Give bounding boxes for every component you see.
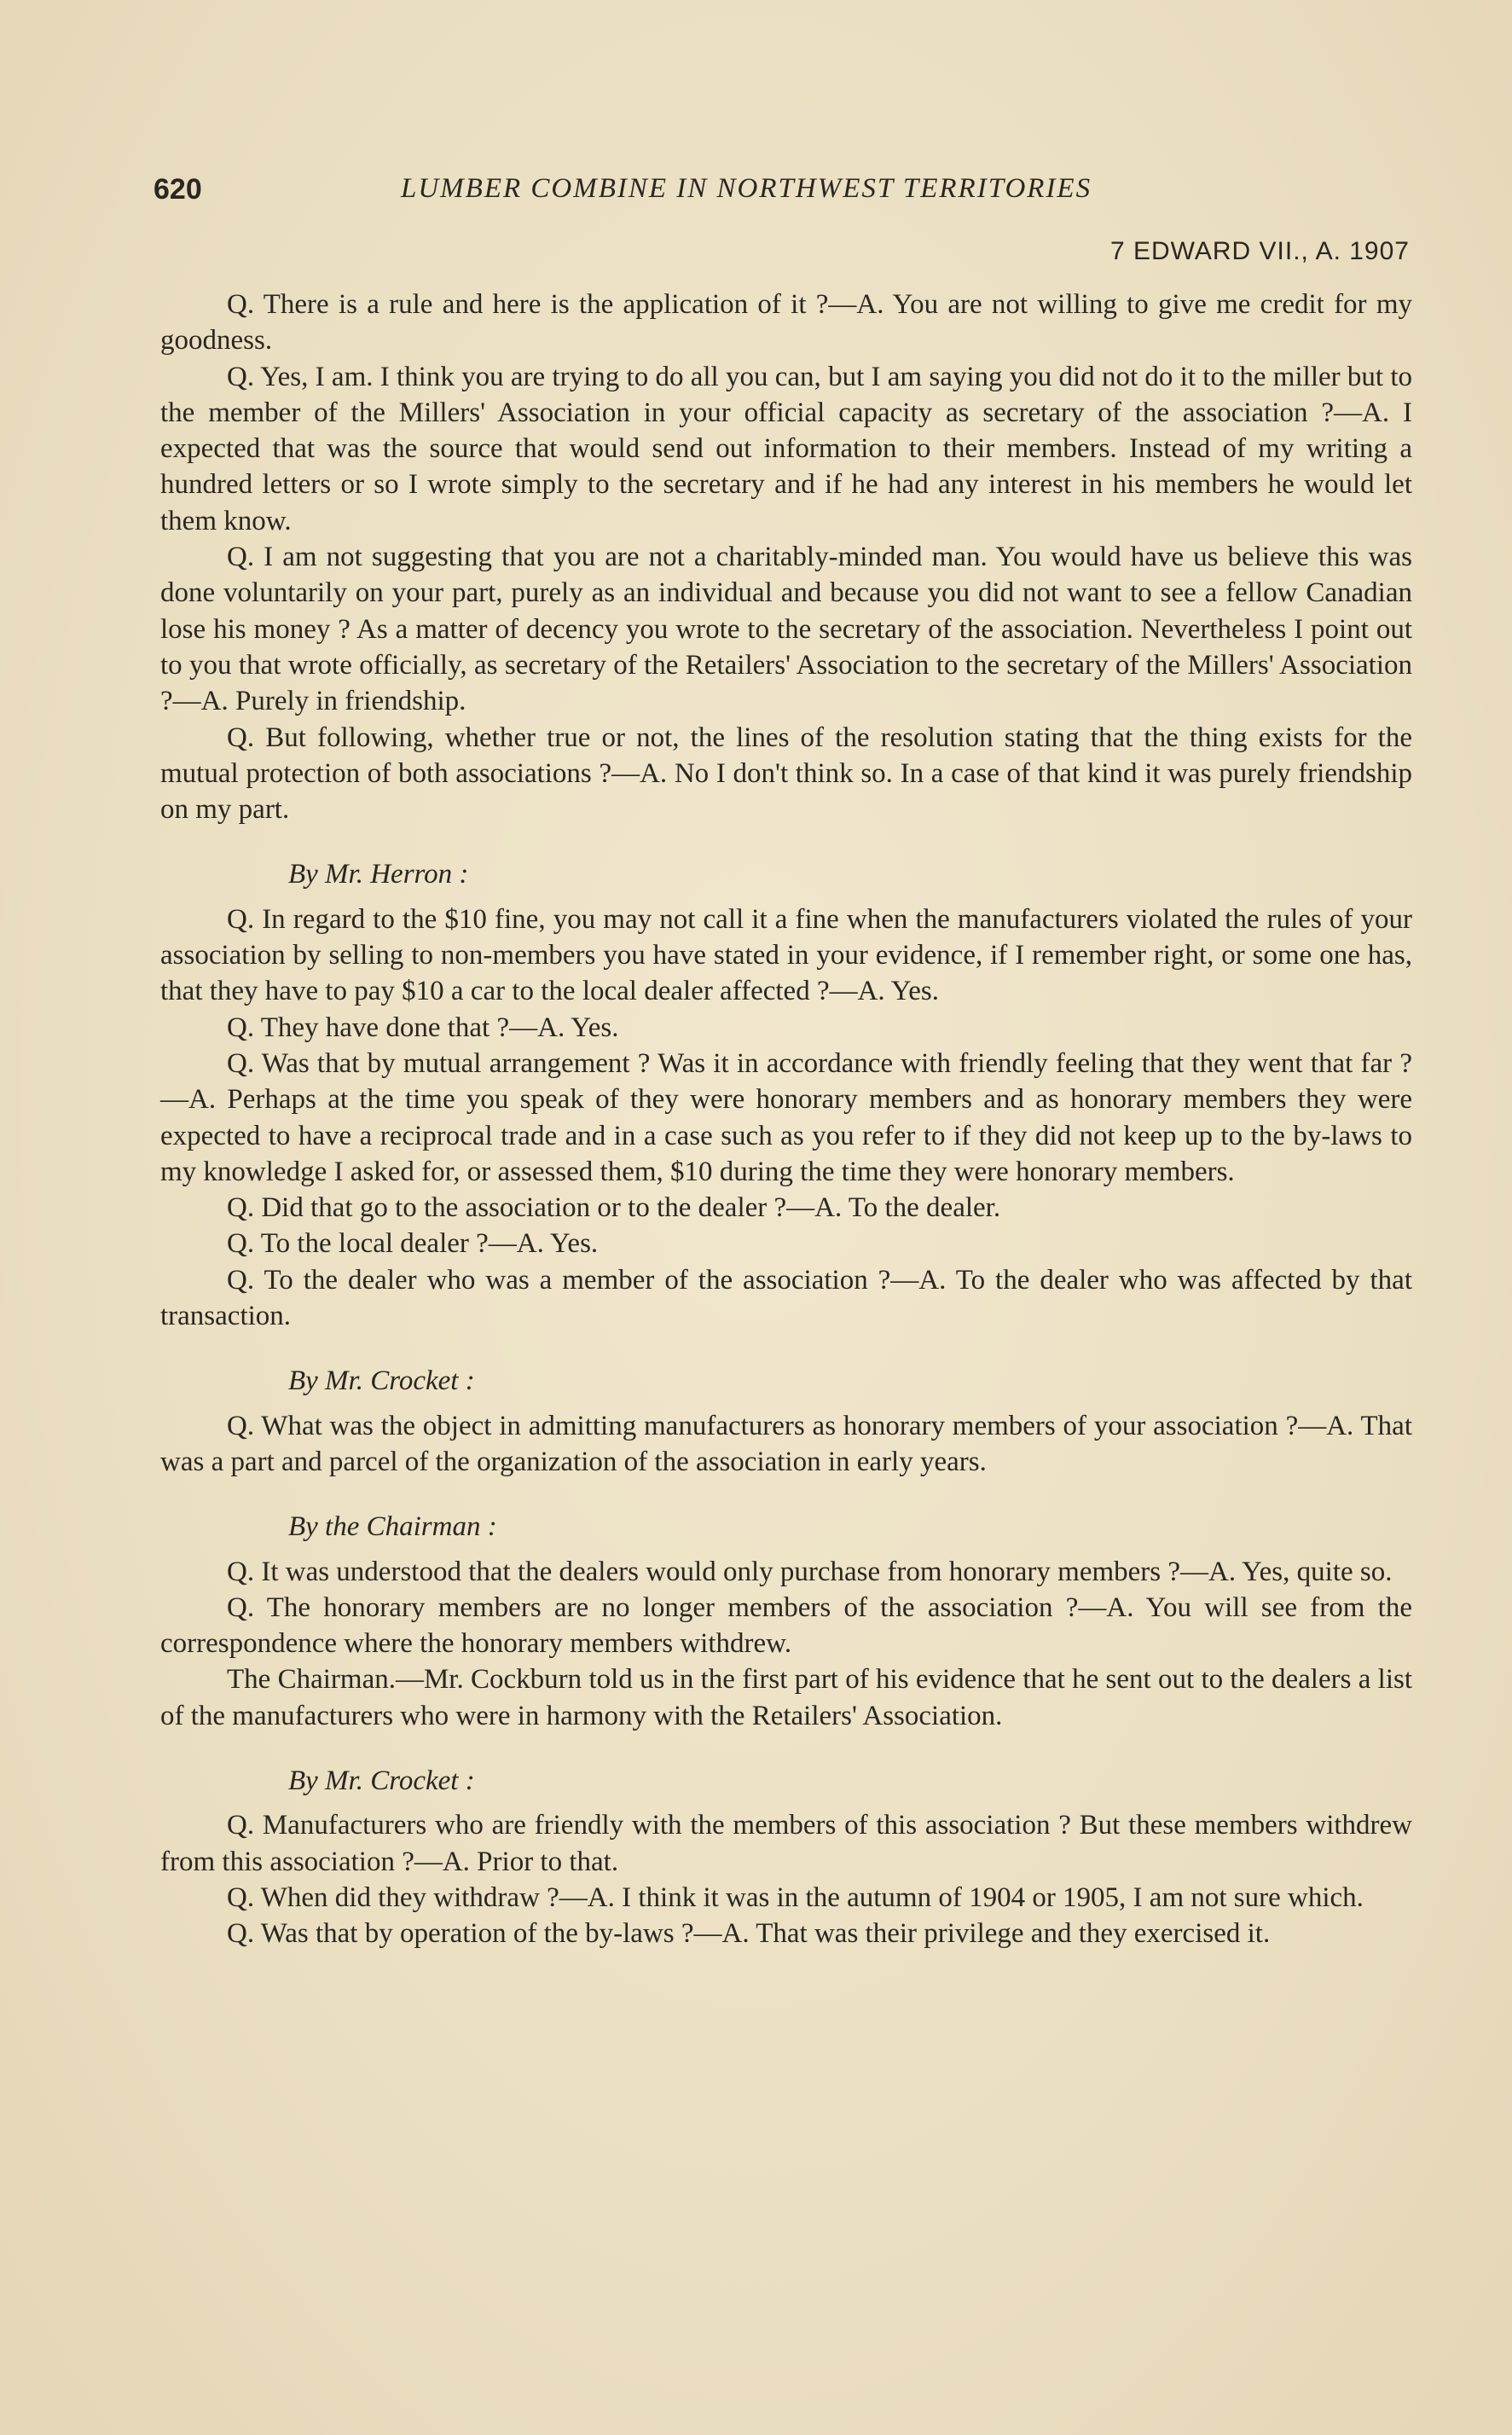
paragraph: Q. It was understood that the dealers would only purchase from honorary members ?—A. Yes, quite so. [227,1556,1393,1587]
paragraph: Q. Did that go to the association or to the dealer ?—A. To the dealer. [227,1192,1001,1224]
page-header [154,173,1416,216]
paragraph: Q. What was the object in admitting manufacturers as honorary members of your association ?—A. That was a part and parcel of the organization of the association in early years. [160,1410,1412,1477]
paragraph: Q. The honorary members are no longer members of the association ?—A. You will see from the correspondence where the honorary members withdrew. [160,1591,1412,1660]
paragraph: Q. To the dealer who was a member of the association ?—A. To the dealer who was affected by that transaction. [160,1264,1412,1332]
session-label: 7 EDWARD VII., A. 1907 [1109,237,1410,265]
paragraph: Q. They have done that ?—A. Yes. [227,1012,619,1043]
speaker-heading: By Mr. Crocket : [288,1365,475,1397]
paragraph: Q. Yes, I am. I think you are trying to do all you can, but I am saying you did not do it to the miller but to the member of the Millers' Association in your official capacity as secretary of the association ?—A. I expected that was the source that would send out information to their members. Instead of my writing a hundred letters or so I wrote simply to the secretary and if he had any interest in his members he would let them know. [160,361,1412,536]
running-title: LUMBER COMBINE IN NORTHWEST TERRITORIES [401,173,1092,204]
paragraph: Q. When did they withdraw ?—A. I think it was in the autumn of 1904 or 1905, I am not sure which. [227,1881,1364,1913]
speaker-heading: By Mr. Herron : [288,859,469,890]
paragraph: Q. Manufacturers who are friendly with the members of this association ? But these members withdrew from this association ?—A. Prior to that. [160,1810,1412,1877]
paragraph: Q. I am not suggesting that you are not a charitably-minded man. You would have us believe this was done voluntarily on your part, purely as an individual and because you did not want to see a fellow Canadian lose his money ? As a matter of decency you wrote to the secretary of the association. Nevertheless I point out to you that wrote officially, as secretary of the Retailers' Association to the secretary of the Millers' Association ?—A. Purely in friendship. [160,542,1412,717]
paragraph: Q. Was that by mutual arrangement ? Was it in accordance with friendly feeling that they went that far ?—A. Perhaps at the time you speak of they were honorary members and as honorary members they were expected to have a reciprocal trade and in a case such as you refer to if they did not keep up to the by-laws to my knowledge I asked for, or assessed them, $10 during the time they were honorary members. [160,1047,1412,1187]
paragraph: Q. In regard to the $10 fine, you may not call it a fine when the manufacturers violated the rules of your association by selling to non-members you have stated in your evidence, if I remember right, or some one has, that they have to pay $10 a car to the local dealer affected ?—A. Yes. [160,903,1412,1007]
paragraph: Q. There is a rule and here is the application of it ?—A. You are not willing to give me credit for my goodness. [160,289,1412,357]
paragraph: Q. Was that by operation of the by-laws ?—A. That was their privilege and they exercised it. [227,1918,1271,1950]
paragraph: Q. To the local dealer ?—A. Yes. [227,1228,599,1260]
speaker-heading: By the Chairman : [288,1511,497,1543]
chairman-statement: The Chairman.—Mr. Cockburn told us in the first part of his evidence that he sent out to the dealers a list of the manufacturers who were in harmony with the Retailers' Association. [160,1664,1412,1731]
paragraph: Q. But following, whether true or not, the lines of the resolution stating that the thing exists for the mutual protection of both associations ?—A. No I don't think so. In a case of that kind it was purely friendship on my part. [160,722,1412,826]
speaker-heading: By Mr. Crocket : [288,1765,475,1796]
page-number: 620 [154,173,202,206]
body-text [160,287,1412,1951]
